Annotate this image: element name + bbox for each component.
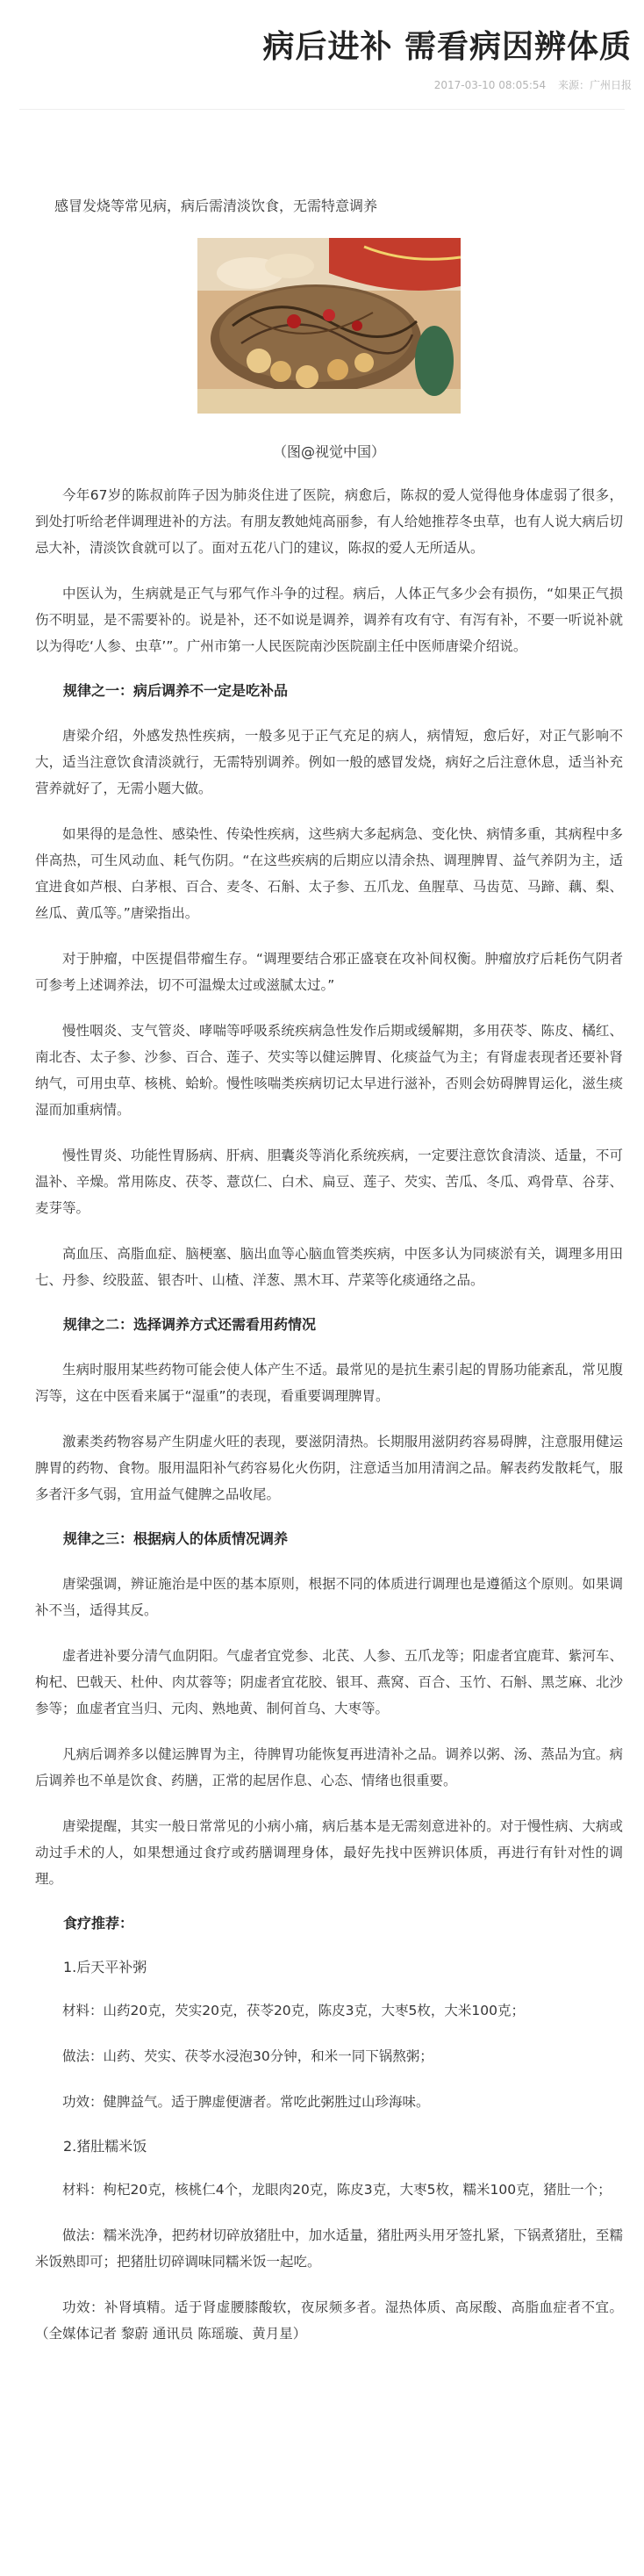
paragraph: 如果得的是急性、感染性、传染性疾病，这些病大多起病急、变化快、病情多重，其病程中多伴高热，可生风动血、耗气伤阴。“在这些疾病的后期应以清余热、调理脾胃、益气养阴为主，适宜进食如芦根、白茅根、百合、麦冬、石斛、太子参、五爪龙、鱼腥草、马齿苋、马蹄、藕、梨、丝瓜、黄瓜等。”唐梁指出。 bbox=[35, 826, 623, 921]
article-figure bbox=[35, 238, 623, 463]
header-divider bbox=[19, 109, 625, 110]
recipe-method: 做法：山药、芡实、茯苓水浸泡30分钟，和米一同下锅熬粥； bbox=[62, 2048, 433, 2064]
paragraph: 今年67岁的陈叔前阵子因为肺炎住进了医院，病愈后，陈叔的爱人觉得他身体虚弱了很多，到处打听给老伴调理进补的方法。有朋友教她炖高丽参，有人给她推荐冬虫草，也有人说大病后切忌大补，清淡饮食就可以了。面对五花八门的建议，陈叔的爱人无所适从。 bbox=[35, 487, 623, 556]
paragraph: 唐梁提醒，其实一般日常常见的小病小痛，病后基本是无需刻意进补的。对于慢性病、大病或动过手术的人，如果想通过食疗或药膳调理身体，最好先找中医辨识体质，再进行有针对性的调理。 bbox=[35, 1818, 623, 1887]
herbal-medicine-photo bbox=[197, 238, 461, 414]
paragraph: 慢性咽炎、支气管炎、哮喘等呼吸系统疾病急性发作后期或缓解期，多用茯苓、陈皮、橘红、南北杏、太子参、沙参、百合、莲子、芡实等以健运脾胃、化痰益气为主；有肾虚表现者还要补肾纳气，可用虫草、核桃、蛤蚧。慢性咳喘类疾病切记太早进行滋补，否则会妨碍脾胃运化，滋生痰湿而加重病情。 bbox=[35, 1023, 623, 1118]
section-heading: 规律之一：病后调养不一定是吃补品 bbox=[63, 682, 289, 699]
article-lead: 感冒发烧等常见病，病后需清淡饮食，无需特意调养 bbox=[54, 198, 378, 214]
publish-date: 2017-03-10 08:05:54 bbox=[433, 79, 547, 91]
paragraph: 中医认为，生病就是正气与邪气作斗争的过程。病后，人体正气多少会有损伤，“如果正气损伤不明显，是不需要补的。说是补，还不如说是调养，调养有攻有守、有泻有补，不要一听说补就以为得吃‘人参、虫草’”。广州市第一人民医院南沙医院副主任中医师唐梁介绍说。 bbox=[35, 586, 623, 654]
article-content bbox=[35, 482, 623, 2347]
paragraph: 唐梁介绍，外感发热性疾病，一般多见于正气充足的病人，病情短，愈后好，对正气影响不大，适当注意饮食清淡就行，无需特别调养。例如一般的感冒发烧，病好之后注意休息，适当补充营养就好了，无需小题大做。 bbox=[35, 728, 623, 796]
section-heading: 规律之二：选择调养方式还需看用药情况 bbox=[63, 1316, 317, 1333]
recipe-title: 1.后天平补粥 bbox=[63, 1959, 147, 1975]
article-meta bbox=[0, 77, 632, 93]
paragraph: 生病时服用某些药物可能会使人体产生不适。最常见的是抗生素引起的胃肠功能紊乱，常见腹泻等，这在中医看来属于“湿重”的表现，看重要调理脾胃。 bbox=[35, 1362, 623, 1404]
recipe-title: 2.猪肚糯米饭 bbox=[63, 2138, 147, 2155]
recipe-ingredients: 材料：山药20克，芡实20克，茯苓20克，陈皮3克，大枣5枚，大米100克； bbox=[62, 2003, 525, 2018]
paragraph: 唐梁强调，辨证施治是中医的基本原则，根据不同的体质进行调理也是遵循这个原则。如果调补不当，适得其反。 bbox=[35, 1576, 623, 1618]
article-title: 病后进补 需看病因辨体质 bbox=[262, 29, 632, 65]
paragraph: 激素类药物容易产生阴虚火旺的表现，要滋阴清热。长期服用滋阴药容易碍脾，注意服用健运脾胃的药物、食物。服用温阳补气药容易化火伤阴，注意适当加用清润之品。解表药发散耗气，服多者汗多气弱，宜用益气健脾之品收尾。 bbox=[35, 1434, 623, 1502]
recipe-ingredients: 材料：枸杞20克，核桃仁4个，龙眼肉20克，陈皮3克，大枣5枚，糯米100克，猪肚一个； bbox=[62, 2182, 612, 2198]
paragraph: 凡病后调养多以健运脾胃为主，待脾胃功能恢复再进清补之品。调养以粥、汤、蒸品为宜。病后调养也不单是饮食、药膳，正常的起居作息、心态、情绪也很重要。 bbox=[35, 1746, 623, 1788]
article-body bbox=[0, 194, 644, 2347]
recipe-heading: 食疗推荐： bbox=[63, 1915, 134, 1932]
image-caption: （图@视觉中国） bbox=[272, 443, 385, 460]
article-header bbox=[0, 0, 644, 93]
herbal-medicine-illustration bbox=[197, 238, 461, 414]
paragraph: 虚者进补要分清气血阴阳。气虚者宜党参、北芪、人参、五爪龙等；阳虚者宜鹿茸、紫河车、枸杞、巴戟天、杜仲、肉苁蓉等；阴虚者宜花胶、银耳、燕窝、百合、玉竹、石斛、黑芝麻、北沙参等；血虚者宜当归、元肉、熟地黄、制何首乌、大枣等。 bbox=[35, 1648, 623, 1716]
paragraph: 高血压、高脂血症、脑梗塞、脑出血等心脑血管类疾病，中医多认为同痰淤有关，调理多用田七、丹参、绞股蓝、银杏叶、山楂、洋葱、黑木耳、芹菜等化痰通络之品。 bbox=[35, 1246, 623, 1288]
recipe-method: 做法：糯米洗净，把药材切碎放猪肚中，加水适量，猪肚两头用牙签扎紧，下锅煮猪肚，至糯米饭熟即可；把猪肚切碎调味同糯米饭一起吃。 bbox=[35, 2227, 623, 2270]
paragraph: 慢性胃炎、功能性胃肠病、肝病、胆囊炎等消化系统疾病，一定要注意饮食清淡、适量，不可温补、辛燥。常用陈皮、茯苓、薏苡仁、白术、扁豆、莲子、芡实、苦瓜、冬瓜、鸡骨草、谷芽、麦芽等。 bbox=[35, 1148, 623, 1216]
article-source: 来源：广州日报 bbox=[557, 79, 632, 91]
recipe-effect: 功效：补肾填精。适于肾虚腰膝酸软，夜尿频多者。湿热体质、高尿酸、高脂血症者不宜。（全媒体记者 黎蔚 通讯员 陈瑶璇、黄月星） bbox=[35, 2299, 623, 2342]
section-heading: 规律之三：根据病人的体质情况调养 bbox=[63, 1530, 289, 1547]
recipe-effect: 功效：健脾益气。适于脾虚便溏者。常吃此粥胜过山珍海味。 bbox=[62, 2094, 430, 2110]
paragraph: 对于肿瘤，中医提倡带瘤生存。“调理要结合邪正盛衰在攻补间权衡。肿瘤放疗后耗伤气阴者可参考上述调养法，切不可温燥太过或滋腻太过。” bbox=[35, 951, 623, 993]
